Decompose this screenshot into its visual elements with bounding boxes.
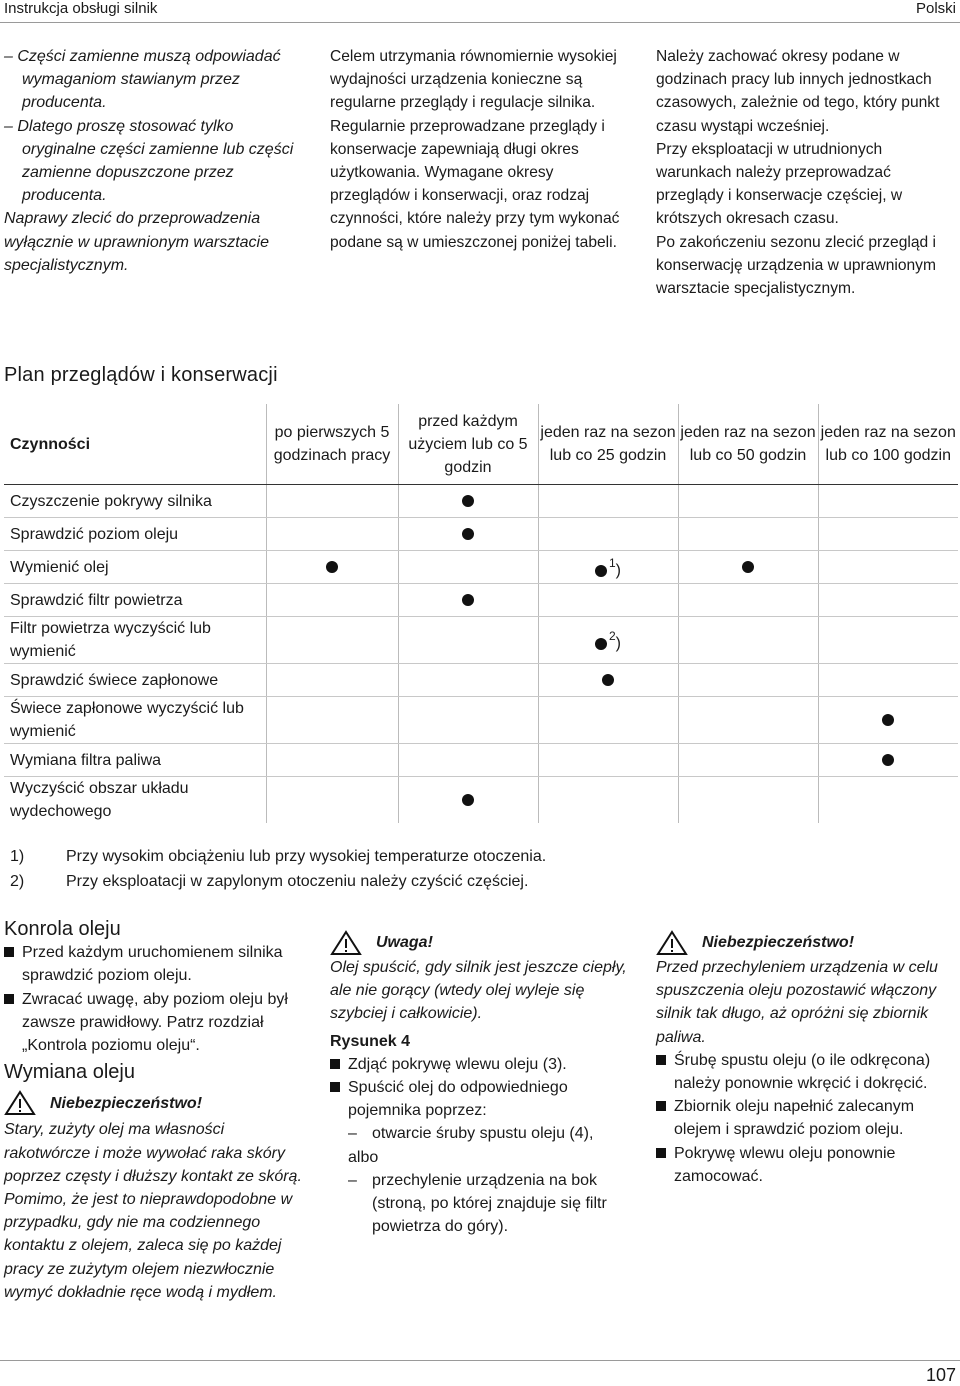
activity-cell: Wymiana filtra paliwa: [4, 744, 266, 777]
activity-cell: Filtr powietrza wyczyścić lub wymienić: [4, 617, 266, 664]
maintenance-table: [4, 404, 958, 823]
interval-cell: [266, 664, 398, 697]
col-header-first-5h: po pierwszych 5 godzinach pracy: [266, 404, 398, 485]
interval-cell: [678, 697, 818, 744]
interval-cell: [818, 584, 958, 617]
refill-steps: [656, 1049, 956, 1188]
interval-cell: [818, 518, 958, 551]
list-item: Zwracać uwagę, aby poziom oleju był zawsze prawidłowy. Patrz rozdział „Kontrola poziomu oleju“.: [4, 988, 304, 1058]
danger-text-1: Stary, zużyty olej ma własności rakotwórcze i może wywołać raka skóry poprzez częsty i dłuższy kontakt ze skórą. Pomimo, że jest to nieprawdopodobne w przypadku, gdy nie ma codziennego kontaktu z olejem, zaleca się po każdej pracy ze zużytym olejem niezwłocznie wymyć dokładnie ręce wodą i mydłem.: [4, 1121, 302, 1301]
parts-requirement: – Części zamienne muszą odpowiadać wymaganiom stawianym przez producenta.: [4, 48, 281, 112]
konrola-title: Konrola oleju: [4, 918, 121, 940]
footnote-ref: 2: [608, 629, 616, 643]
konrola-list: [4, 941, 304, 1057]
page-footer-rule: [0, 1360, 960, 1361]
interval-cell: [818, 697, 958, 744]
interval-cell: [538, 485, 678, 518]
interval-cell: [678, 518, 818, 551]
col-header-50h: jeden raz na sezon lub co 50 godzin: [678, 404, 818, 485]
danger-label-2: Niebezpieczeństwo!: [656, 930, 956, 956]
interval-cell: [398, 664, 538, 697]
activity-cell: Czyszczenie pokrywy silnika: [4, 485, 266, 518]
interval-cell: [678, 584, 818, 617]
table-row: [4, 664, 958, 697]
interval-cell: [818, 617, 958, 664]
oil-section-column-1: [4, 918, 304, 1304]
interval-cell: [266, 617, 398, 664]
table-row: [4, 697, 958, 744]
required-mark: [882, 714, 894, 726]
warning-triangle-icon: [656, 930, 688, 956]
activity-cell: Sprawdzić świece zapłonowe: [4, 664, 266, 697]
intro-column-1: [4, 45, 304, 277]
list-item: – otwarcie śruby spustu oleju (4),: [348, 1122, 640, 1145]
interval-cell: [398, 617, 538, 664]
danger-label-1: Niebezpieczeństwo!: [4, 1090, 304, 1116]
oil-section-column-2: [330, 930, 640, 1238]
caution-text: Olej spuścić, gdy silnik jest jeszcze ciepły, ale nie gorący (wtedy olej wyleje się szybciej i całkowicie).: [330, 959, 627, 1023]
interval-cell: [538, 518, 678, 551]
plan-title: Plan przeglądów i konserwacji: [4, 364, 278, 386]
interval-note: Należy zachować okresy podane w godzinach pracy lub innych jednostkach czasowych, zależnie od tego, który punkt czasu wystąpi wcześniej.: [656, 48, 940, 135]
footnote-1: 1) Przy wysokim obciążeniu lub przy wysokiej temperaturze otoczenia.: [10, 848, 547, 865]
interval-cell: [678, 485, 818, 518]
list-item: Spuścić olej do odpowiedniego pojemnika poprzez:: [330, 1076, 640, 1122]
warning-triangle-icon: [330, 930, 362, 956]
table-row: [4, 485, 958, 518]
header-language: Polski: [915, 0, 956, 17]
interval-cell: [398, 485, 538, 518]
required-mark: [462, 794, 474, 806]
interval-cell: [678, 617, 818, 664]
table-row: [4, 584, 958, 617]
col-header-100h: jeden raz na sezon lub co 100 godzin: [818, 404, 958, 485]
hard-conditions-note: Przy eksploatacji w utrudnionych warunkach należy przeprowadzać przeglądy i konserwacje częściej, w krótszych okresach czasu.: [656, 140, 903, 228]
warning-triangle-icon: [4, 1090, 36, 1116]
required-mark: [602, 674, 614, 686]
interval-cell: [818, 744, 958, 777]
list-item: Pokrywę wlewu oleju ponownie zamocować.: [656, 1142, 956, 1188]
interval-cell: [266, 697, 398, 744]
maintenance-intro: Celem utrzymania równomiernie wysokiej wydajności urządzenia konieczne są regularne przeglądy i regulacje silnika. Regularnie przeprowadzane przeglądy i konserwacje zapewniają długi okres użytkowania. Wymagane okresy przeglądów i konserwacji, oraz rodzaj czynności, które należy przy tym wykonać podane są w umieszczonej poniżej tabeli.: [330, 48, 620, 251]
interval-cell: [678, 664, 818, 697]
activity-cell: Sprawdzić filtr powietrza: [4, 584, 266, 617]
intro-column-2: [330, 45, 630, 254]
table-header-row: [4, 404, 958, 485]
interval-cell: [266, 744, 398, 777]
interval-cell: [398, 551, 538, 584]
footnote-ref: 1: [608, 556, 616, 570]
table-row: [4, 551, 958, 584]
interval-cell: [266, 777, 398, 824]
interval-cell: [538, 697, 678, 744]
interval-cell: [266, 485, 398, 518]
interval-cell: [538, 664, 678, 697]
repair-note: Naprawy zlecić do przeprowadzenia wyłącznie w uprawnionym warsztacie specjalistycznym.: [4, 210, 269, 274]
intro-column-3: [656, 45, 956, 300]
drain-steps: [330, 1053, 640, 1123]
table-row: [4, 744, 958, 777]
interval-cell: [398, 518, 538, 551]
page-number: 107: [925, 1365, 956, 1385]
activity-cell: Wymienić olej: [4, 551, 266, 584]
danger-text-2: Przed przechyleniem urządzenia w celu spuszczenia oleju pozostawić włączony silnik tak długo, aż opróżni się zbiornik paliwa.: [656, 959, 938, 1046]
interval-cell: [266, 518, 398, 551]
col-header-each-use: przed każdym użyciem lub co 5 godzin: [398, 404, 538, 485]
activity-cell: Sprawdzić poziom oleju: [4, 518, 266, 551]
interval-cell: [398, 584, 538, 617]
list-item: – przechylenie urządzenia na bok (stroną, po której znajduje się filtr powietrza do góry).: [348, 1169, 640, 1239]
interval-cell: [266, 551, 398, 584]
drain-option-1: [330, 1122, 640, 1145]
figure-ref: Rysunek 4: [330, 1032, 411, 1050]
wymiana-title: Wymiana oleju: [4, 1061, 135, 1084]
interval-cell: [678, 777, 818, 824]
interval-cell: [818, 664, 958, 697]
required-mark: [595, 565, 607, 577]
interval-cell: [266, 584, 398, 617]
list-item: Zdjąć pokrywę wlewu oleju (3).: [330, 1053, 640, 1076]
interval-cell: [398, 697, 538, 744]
parts-original: – Dlatego proszę stosować tylko oryginalne części zamienne lub części zamienne dopuszczone przez producenta.: [4, 117, 294, 205]
table-row: [4, 617, 958, 664]
interval-cell: [538, 584, 678, 617]
list-item: Zbiornik oleju napełnić zalecanym olejem i sprawdzić poziom oleju.: [656, 1095, 956, 1141]
interval-cell: [818, 485, 958, 518]
col-header-25h: jeden raz na sezon lub co 25 godzin: [538, 404, 678, 485]
interval-cell: [398, 744, 538, 777]
required-mark: [326, 561, 338, 573]
table-footnotes: [10, 844, 546, 894]
interval-cell: [678, 551, 818, 584]
footnote-2: 2) Przy eksploatacji w zapylonym otoczeniu należy czyścić częściej.: [10, 873, 529, 890]
interval-cell: $^1$): [538, 551, 678, 584]
caution-label: Uwaga!: [330, 930, 640, 956]
interval-cell: [538, 777, 678, 824]
required-mark: [462, 594, 474, 606]
interval-cell: [398, 777, 538, 824]
required-mark: [882, 754, 894, 766]
season-end-note: Po zakończeniu sezonu zlecić przegląd i konserwację urządzenia w uprawnionym warsztacie specjalistycznym.: [656, 233, 936, 298]
oil-section-column-3: [656, 930, 956, 1188]
list-item: Śrubę spustu oleju (o ile odkręcona) należy ponownie wkręcić i dokręcić.: [656, 1049, 956, 1095]
drain-option-2: [330, 1169, 640, 1239]
albo-text: albo: [348, 1148, 379, 1166]
interval-cell: [818, 551, 958, 584]
required-mark: [595, 638, 607, 650]
interval-cell: [678, 744, 818, 777]
activity-cell: Wyczyścić obszar układu wydechowego: [4, 777, 266, 824]
page-header: [0, 0, 960, 23]
required-mark: [742, 561, 754, 573]
interval-cell: [818, 777, 958, 824]
activity-cell: Świece zapłonowe wyczyścić lub wymienić: [4, 697, 266, 744]
required-mark: [462, 495, 474, 507]
header-title: Instrukcja obsługi silnik: [4, 0, 158, 17]
interval-cell: $^2$): [538, 617, 678, 664]
table-row: [4, 518, 958, 551]
required-mark: [462, 528, 474, 540]
col-header-activity: Czynności: [4, 404, 266, 485]
list-item: Przed każdym uruchomienem silnika sprawdzić poziom oleju.: [4, 941, 304, 987]
interval-cell: [538, 744, 678, 777]
table-row: [4, 777, 958, 824]
